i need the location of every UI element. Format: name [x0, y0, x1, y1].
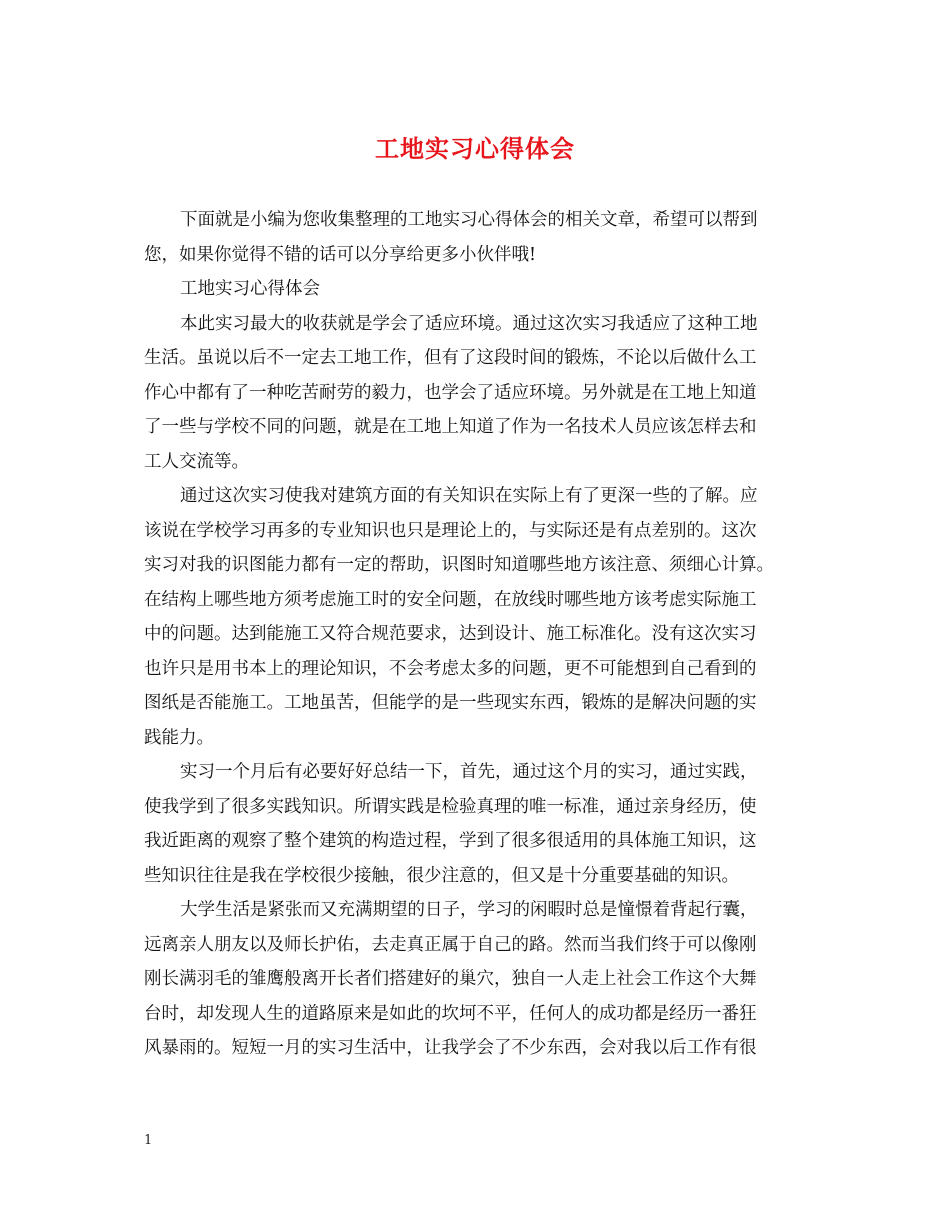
text-line: 工人交流等。 [144, 451, 249, 472]
text-line: 些知识往往是我在学校很少接触，很少注意的，但又是十分重要基础的知识。 [144, 865, 739, 886]
text-line: 刚长满羽毛的雏鹰般离开长者们搭建好的巢穴，独自一人走上社会工作这个大舞 [144, 969, 757, 989]
text-line: 风暴雨的。短短一月的实习生活中，让我学会了不少东西，会对我以后工作有很 [144, 1038, 757, 1058]
text-line: 作心中都有了一种吃苦耐劳的毅力，也学会了适应环境。另外就是在工地上知道 [144, 382, 757, 403]
text-line: 中的问题。达到能施工又符合规范要求，达到设计、施工标准化。没有这次实习 [144, 624, 757, 644]
text-line: 通过这次实习使我对建筑方面的有关知识在实际上有了更深一些的了解。应 [180, 486, 758, 506]
text-line: 您，如果你觉得不错的话可以分享给更多小伙伴哦! [144, 244, 537, 265]
page-number: 1 [144, 1133, 153, 1148]
text-line: 下面就是小编为您收集整理的工地实习心得体会的相关文章，希望可以帮到 [180, 210, 758, 230]
text-line: 也许只是用书本上的理论知识，不会考虑太多的问题，更不可能想到自己看到的 [144, 658, 757, 679]
text-line: 图纸是否能施工。工地虽苦，但能学的是一些现实东西，锻炼的是解决问题的实 [144, 693, 757, 713]
text-line: 该说在学校学习再多的专业知识也只是理论上的，与实际还是有点差别的。这次 [144, 520, 757, 541]
text-line: 工地实习心得体会 [180, 279, 320, 299]
text-line: 生活。虽说以后不一定去工地工作，但有了这段时间的锻炼，不论以后做什么工 [144, 348, 757, 368]
text-line: 了一些与学校不同的问题，就是在工地上知道了作为一名技术人员应该怎样去和 [144, 417, 757, 437]
text-line: 我近距离的观察了整个建筑的构造过程，学到了很多很适用的具体施工知识，这 [144, 831, 757, 851]
body-text [144, 203, 808, 1066]
text-line: 大学生活是紧张而又充满期望的日子，学习的闲暇时总是憧憬着背起行囊， [180, 900, 758, 920]
text-line: 在结构上哪些地方须考虑施工时的安全问题，在放线时哪些地方该考虑实际施工 [144, 589, 757, 610]
page-title: 工地实习心得体会 [375, 134, 575, 163]
text-line: 实习对我的识图能力都有一定的帮助，识图时知道哪些地方该注意、须细心计算。 [144, 555, 774, 575]
text-line: 远离亲人朋友以及师长护佑，去走真正属于自己的路。然而当我们终于可以像刚 [144, 934, 757, 955]
text-line: 台时，却发现人生的道路原来是如此的坎坷不平，任何人的成功都是经历一番狂 [144, 1003, 757, 1024]
text-line: 使我学到了很多实践知识。所谓实践是检验真理的唯一标准，通过亲身经历，使 [144, 796, 757, 817]
text-line: 本此实习最大的收获就是学会了适应环境。通过这次实习我适应了这种工地 [180, 313, 758, 334]
text-line: 实习一个月后有必要好好总结一下，首先，通过这个月的实习，通过实践， [180, 762, 758, 782]
text-line: 践能力。 [144, 727, 214, 748]
